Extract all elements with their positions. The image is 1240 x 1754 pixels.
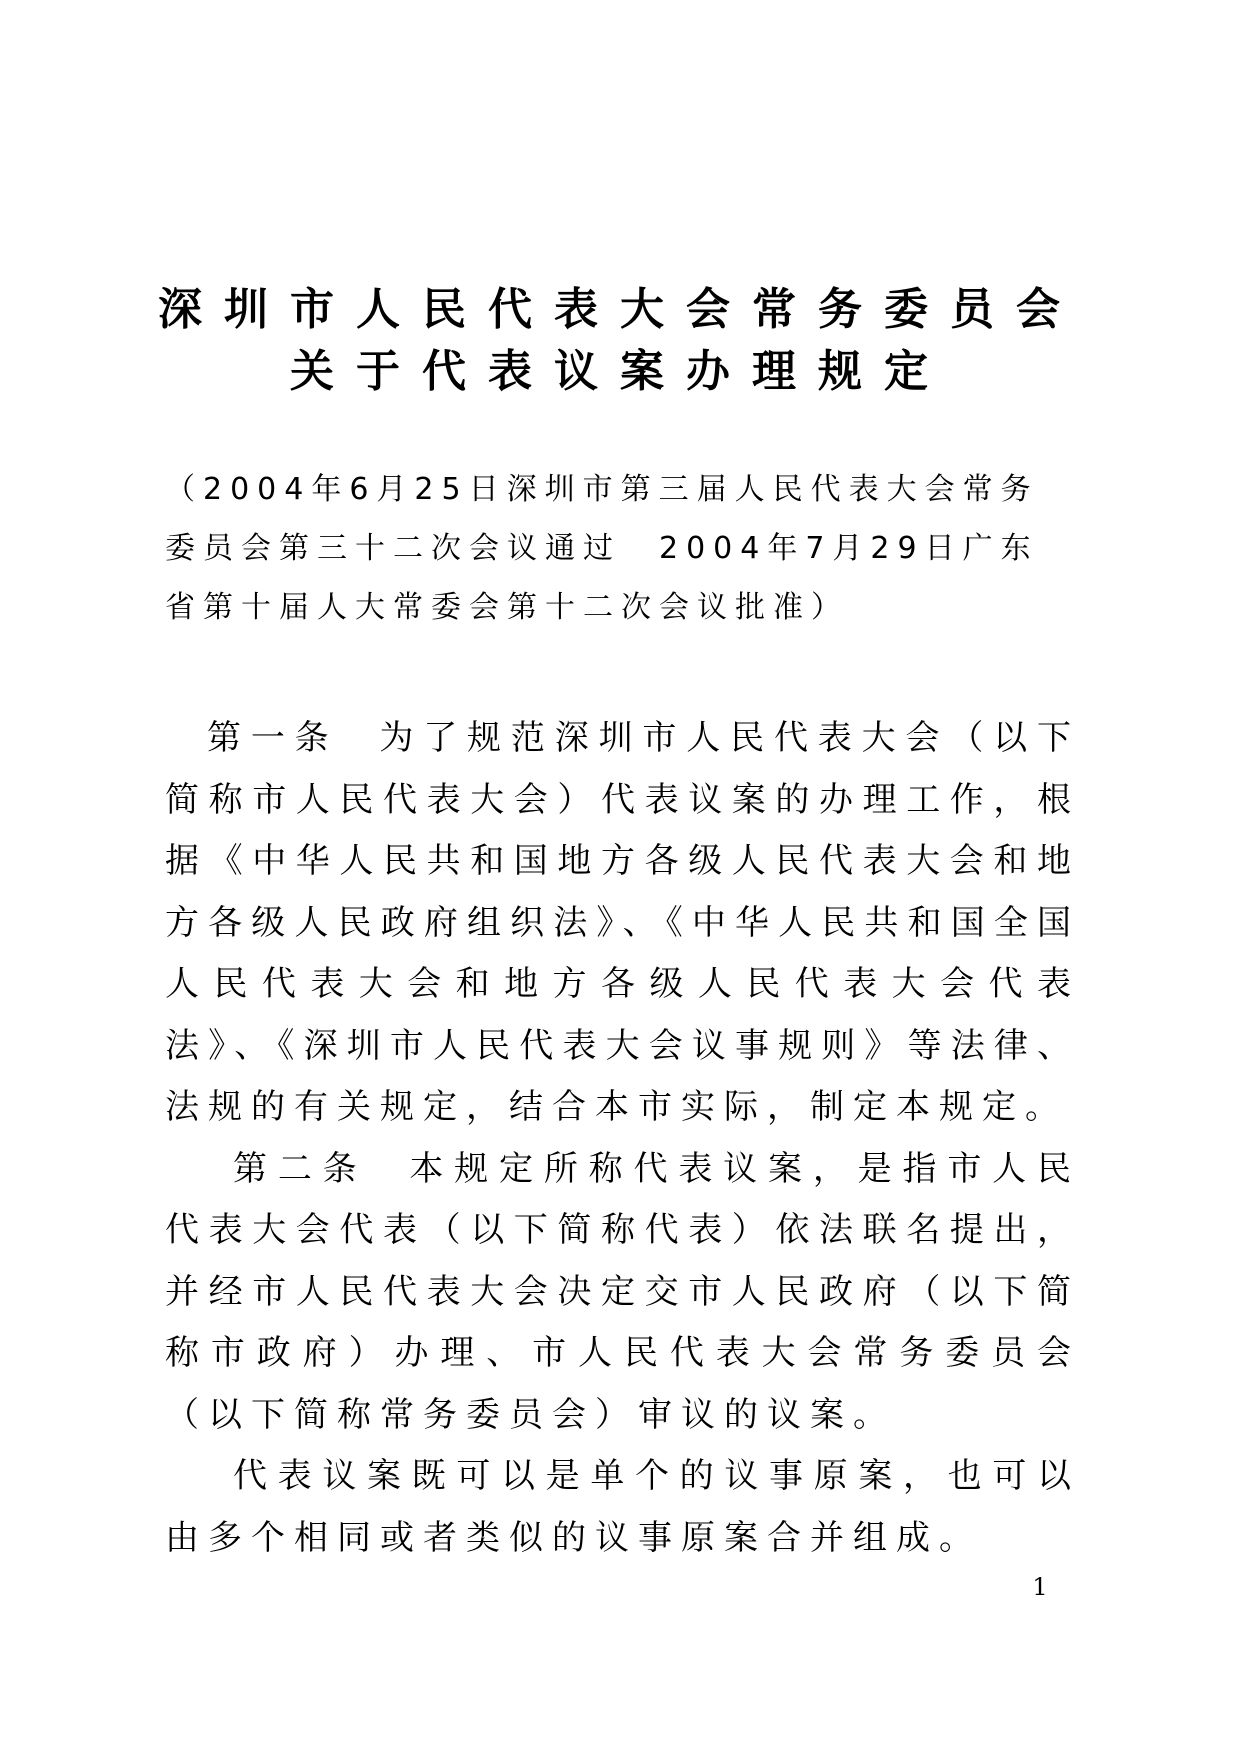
document-body (165, 708, 1080, 1569)
article-1-label: 第一条 (207, 718, 339, 758)
article-2-text: 本规定所称代表议案，是指市人民代表大会代表（以下简称代表）依法联名提出，并经市人民代表大会决定交市人民政府（以下简称市政府）办理、市人民代表大会常务委员会（以下简称常务委员会）审议的议案。 (165, 1148, 1080, 1435)
page-number: 1 (1032, 1573, 1048, 1601)
article-2 (165, 1139, 1080, 1447)
article-1-text: 为了规范深圳市人民代表大会（以下简称市人民代表大会）代表议案的办理工作，根据《中华人民共和国地方各级人民代表大会和地方各级人民政府组织法》、《中华人民共和国全国人民代表大会和地方各级人民代表大会代表法》、《深圳市人民代表大会议事规则》等法律、法规的有关规定，结合本市实际，制定本规定。 (165, 718, 1081, 1127)
document-title-line1: 深圳市人民代表大会常务委员会 (158, 284, 1082, 335)
article-2-extra-paragraph: 代表议案既可以是单个的议事原案，也可以由多个相同或者类似的议事原案合并组成。 (165, 1456, 1080, 1558)
article-1 (165, 708, 1080, 1139)
adoption-note: （2004年6月25日深圳市第三届人民代表大会常务委员会第三十二次会议通过 2004年7月29日广东省第十届人大常委会第十二次会议批准） (165, 472, 1039, 625)
article-2-label: 第二条 (233, 1148, 368, 1189)
document-title-line2: 关于代表议案办理规定 (290, 346, 950, 397)
